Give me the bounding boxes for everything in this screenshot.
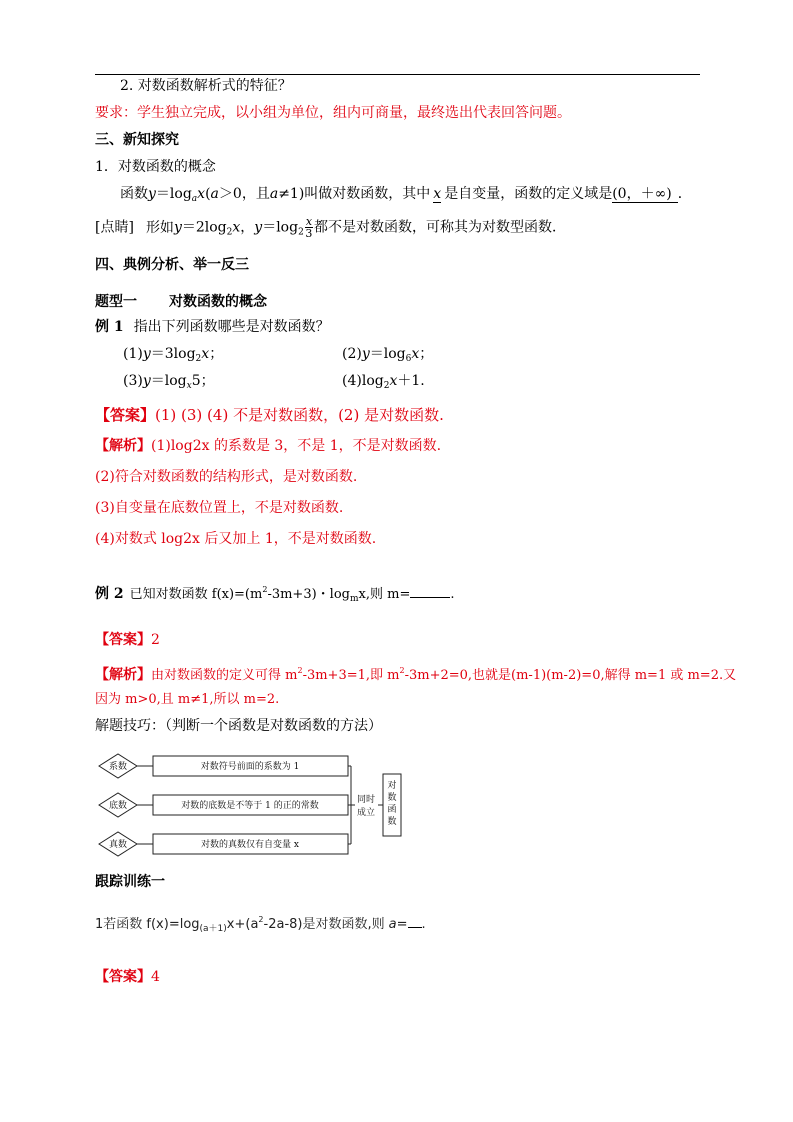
diamond-label-2: 底数 bbox=[108, 801, 128, 811]
mid-label-2: 成立 bbox=[356, 808, 376, 818]
requirement-note: 要求：学生独立完成，以小组为单位，组内可商量，最终选出代表回答问题。 bbox=[95, 105, 571, 121]
type-1-heading: 题型一 对数函数的概念 bbox=[95, 294, 267, 310]
definition-line: 函数$y=\log_ax(a>0$，且a≠1)叫做对数函数，其中 x 是自变量，函数的定义域是(0，＋∞) ． bbox=[120, 186, 692, 204]
section-4-title: 四、典例分析、举一反三 bbox=[95, 257, 249, 273]
header-rule bbox=[95, 74, 700, 75]
section-3-title: 三、新知探究 bbox=[95, 132, 179, 148]
practice-answer: 【答案】4 bbox=[95, 969, 160, 985]
mid-label-1: 同时 bbox=[356, 795, 376, 805]
ex2-analysis-line-1: 【解析】由对数函数的定义可得 $m^2-3m+3=1$,即 $m^2-3m+2=0$,也就是(m-1)(m-2)=0,解得 m=1 或 m=2.又 bbox=[95, 666, 737, 683]
practice-question: 1若函数 $f(x)=\log_{(a+1)}x+(a^2-2a-8)$是对数函数,则 a= . bbox=[95, 915, 426, 934]
fraction-x-over-3: $\frac{x}{3}$ bbox=[305, 215, 313, 240]
practice-blank bbox=[408, 927, 422, 928]
example-1-question: 例 1 指出下列函数哪些是对数函数？ bbox=[95, 319, 330, 335]
ex1-analysis-2: (2)符合对数函数的结构形式，是对数函数. bbox=[95, 469, 358, 485]
domain-value: (0，＋∞) bbox=[612, 186, 678, 203]
question-2: 2. 对数函数解析式的特征？ bbox=[120, 78, 292, 94]
diamond-label-3: 真数 bbox=[108, 840, 128, 850]
result-label bbox=[387, 779, 396, 827]
rule-text-3: 对数的真数仅有自变量 x bbox=[201, 840, 299, 850]
ex1-answer: 【答案】(1) (3) (4) 不是对数函数，(2) 是对数函数. bbox=[95, 406, 444, 424]
remark-line: [点睛] 形如$y=2\log_2x$，$y=\log_2$ $\frac{x}{3}$ 都不是对数函数，可称其为对数型函数． bbox=[95, 215, 567, 240]
ex1-analysis-3: (3)自变量在底数位置上，不是对数函数. bbox=[95, 500, 344, 516]
example-2-question: 例 2 已知对数函数 $f(x)=(m^2-3m+3)$・$\log_mx$,则 m= . bbox=[95, 585, 455, 604]
ex2-analysis-line-2: 因为 m>0,且 m≠1,所以 m=2. bbox=[95, 692, 280, 707]
ex1-analysis-1: 【解析】(1)log2x 的系数是 3，不是 1，不是对数函数. bbox=[95, 438, 442, 454]
concept-title: 1．对数函数的概念 bbox=[95, 159, 216, 175]
practice-title: 跟踪训练一 bbox=[95, 874, 165, 890]
tip-line: 解题技巧：（判断一个函数是对数函数的方法） bbox=[95, 718, 382, 734]
rule-text-1: 对数符号前面的系数为 1 bbox=[200, 762, 300, 772]
diamond-label-1: 系数 bbox=[108, 762, 128, 772]
ex1-analysis-4: (4)对数式 log2x 后又加上 1，不是对数函数. bbox=[95, 531, 377, 547]
ex1-option-2: $(2)y=\log_6x$； bbox=[342, 346, 434, 364]
method-diagram bbox=[93, 748, 413, 860]
result-char: 对 bbox=[387, 781, 397, 791]
ex1-option-4: $(4)\log_2x+1$. bbox=[342, 373, 425, 391]
ex2-blank bbox=[410, 597, 450, 598]
result-char: 数 bbox=[387, 793, 397, 803]
ex2-answer: 【答案】2 bbox=[95, 632, 160, 648]
rule-text-2: 对数的底数是不等于 1 的正的常数 bbox=[181, 801, 319, 811]
ex1-option-1: $(1)y=3\log_2x$； bbox=[123, 346, 224, 364]
result-char: 数 bbox=[387, 817, 397, 827]
result-char: 函 bbox=[387, 805, 397, 815]
ex1-option-3: $(3)y=\log_x5$； bbox=[123, 373, 215, 391]
